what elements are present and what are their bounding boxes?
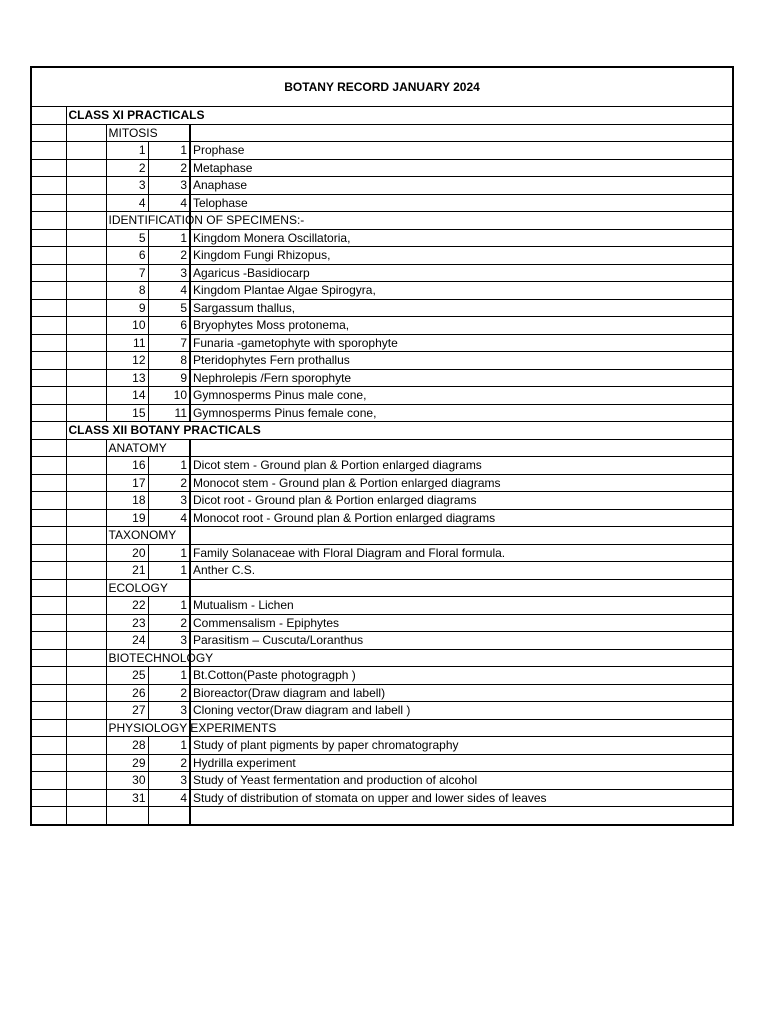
serial-number: 17 <box>106 474 148 492</box>
item-index: 3 <box>148 702 190 720</box>
serial-number: 1 <box>106 142 148 160</box>
group-heading: IDENTIFICATION OF SPECIMENS:- <box>106 212 190 230</box>
table-row <box>32 299 732 317</box>
item-index: 2 <box>148 247 190 265</box>
item-description: Monocot root - Ground plan & Portion enlarged diagrams <box>190 509 732 527</box>
group-heading-row <box>32 439 732 457</box>
item-index: 2 <box>148 159 190 177</box>
item-description: Kingdom Fungi Rhizopus, <box>190 247 732 265</box>
class-heading-row <box>32 107 732 124</box>
group-heading: ANATOMY <box>106 439 190 457</box>
item-index: 1 <box>148 142 190 160</box>
item-description: Anther C.S. <box>190 562 732 580</box>
blank-row <box>32 807 732 824</box>
item-index: 6 <box>148 317 190 335</box>
table-row <box>32 159 732 177</box>
table-row <box>32 509 732 527</box>
item-index: 1 <box>148 737 190 755</box>
item-index: 3 <box>148 772 190 790</box>
item-index: 1 <box>148 229 190 247</box>
table-row <box>32 667 732 685</box>
class-heading-row <box>32 422 732 440</box>
table-row <box>32 789 732 807</box>
item-index: 11 <box>148 404 190 422</box>
table-row <box>32 229 732 247</box>
serial-number: 23 <box>106 614 148 632</box>
table-row <box>32 562 732 580</box>
group-heading: BIOTECHNOLOGY <box>106 649 190 667</box>
item-description: Dicot root - Ground plan & Portion enlarged diagrams <box>190 492 732 510</box>
table-row <box>32 142 732 160</box>
group-heading-row <box>32 649 732 667</box>
serial-number: 24 <box>106 632 148 650</box>
item-index: 4 <box>148 509 190 527</box>
group-heading: MITOSIS <box>106 124 190 142</box>
group-heading-row <box>32 579 732 597</box>
item-index: 2 <box>148 684 190 702</box>
item-index: 1 <box>148 562 190 580</box>
item-description: Bryophytes Moss protonema, <box>190 317 732 335</box>
item-index: 1 <box>148 667 190 685</box>
record-sheet <box>30 66 734 826</box>
item-index: 3 <box>148 632 190 650</box>
group-heading: TAXONOMY <box>106 527 190 545</box>
group-heading-row <box>32 124 732 142</box>
item-index: 5 <box>148 299 190 317</box>
table-row <box>32 282 732 300</box>
serial-number: 15 <box>106 404 148 422</box>
table-row <box>32 632 732 650</box>
table-row <box>32 352 732 370</box>
item-index: 10 <box>148 387 190 405</box>
serial-number: 12 <box>106 352 148 370</box>
item-index: 4 <box>148 789 190 807</box>
item-description: Pteridophytes Fern prothallus <box>190 352 732 370</box>
item-description: Hydrilla experiment <box>190 754 732 772</box>
serial-number: 18 <box>106 492 148 510</box>
item-index: 4 <box>148 282 190 300</box>
item-index: 1 <box>148 544 190 562</box>
table-row <box>32 474 732 492</box>
serial-number: 22 <box>106 597 148 615</box>
table-row <box>32 387 732 405</box>
serial-number: 21 <box>106 562 148 580</box>
item-description: Agaricus -Basidiocarp <box>190 264 732 282</box>
serial-number: 2 <box>106 159 148 177</box>
serial-number: 4 <box>106 194 148 212</box>
table-row <box>32 247 732 265</box>
document-title: BOTANY RECORD JANUARY 2024 <box>32 68 732 107</box>
item-index: 3 <box>148 492 190 510</box>
item-description: Mutualism - Lichen <box>190 597 732 615</box>
item-description: Parasitism – Cuscuta/Loranthus <box>190 632 732 650</box>
item-description: Kingdom Plantae Algae Spirogyra, <box>190 282 732 300</box>
item-description: Metaphase <box>190 159 732 177</box>
serial-number: 14 <box>106 387 148 405</box>
group-heading-row <box>32 719 732 737</box>
item-index: 4 <box>148 194 190 212</box>
record-table <box>32 107 732 824</box>
item-index: 3 <box>148 177 190 195</box>
table-row <box>32 404 732 422</box>
table-row <box>32 684 732 702</box>
group-heading-row <box>32 212 732 230</box>
table-row <box>32 177 732 195</box>
item-index: 3 <box>148 264 190 282</box>
item-description: Study of plant pigments by paper chromatography <box>190 737 732 755</box>
serial-number: 11 <box>106 334 148 352</box>
table-row <box>32 492 732 510</box>
table-row <box>32 264 732 282</box>
item-index: 9 <box>148 369 190 387</box>
serial-number: 30 <box>106 772 148 790</box>
group-heading-row <box>32 527 732 545</box>
item-description: Funaria -gametophyte with sporophyte <box>190 334 732 352</box>
item-description: Cloning vector(Draw diagram and labell ) <box>190 702 732 720</box>
table-row <box>32 614 732 632</box>
group-heading: PHYSIOLOGY EXPERIMENTS <box>106 719 190 737</box>
item-description: Study of Yeast fermentation and production of alcohol <box>190 772 732 790</box>
table-row <box>32 702 732 720</box>
serial-number: 8 <box>106 282 148 300</box>
serial-number: 26 <box>106 684 148 702</box>
serial-number: 7 <box>106 264 148 282</box>
table-row <box>32 369 732 387</box>
table-row <box>32 457 732 475</box>
item-index: 2 <box>148 614 190 632</box>
serial-number: 25 <box>106 667 148 685</box>
item-description: Study of distribution of stomata on upper and lower sides of leaves <box>190 789 732 807</box>
table-row <box>32 334 732 352</box>
item-description: Sargassum thallus, <box>190 299 732 317</box>
item-description: Family Solanaceae with Floral Diagram and Floral formula. <box>190 544 732 562</box>
table-row <box>32 772 732 790</box>
serial-number: 20 <box>106 544 148 562</box>
serial-number: 19 <box>106 509 148 527</box>
item-description: Bt.Cotton(Paste photogragph ) <box>190 667 732 685</box>
item-description: Gymnosperms Pinus female cone, <box>190 404 732 422</box>
serial-number: 6 <box>106 247 148 265</box>
table-row <box>32 597 732 615</box>
serial-number: 27 <box>106 702 148 720</box>
item-index: 7 <box>148 334 190 352</box>
table-row <box>32 194 732 212</box>
serial-number: 31 <box>106 789 148 807</box>
item-index: 2 <box>148 474 190 492</box>
item-index: 1 <box>148 457 190 475</box>
class-heading: CLASS XII BOTANY PRACTICALS <box>66 422 732 440</box>
table-row <box>32 544 732 562</box>
serial-number: 28 <box>106 737 148 755</box>
item-description: Kingdom Monera Oscillatoria, <box>190 229 732 247</box>
item-index: 1 <box>148 597 190 615</box>
item-description: Prophase <box>190 142 732 160</box>
item-description: Commensalism - Epiphytes <box>190 614 732 632</box>
item-index: 8 <box>148 352 190 370</box>
class-heading: CLASS XI PRACTICALS <box>66 107 732 124</box>
item-index: 2 <box>148 754 190 772</box>
serial-number: 29 <box>106 754 148 772</box>
serial-number: 16 <box>106 457 148 475</box>
serial-number: 5 <box>106 229 148 247</box>
item-description: Telophase <box>190 194 732 212</box>
table-row <box>32 737 732 755</box>
group-heading: ECOLOGY <box>106 579 190 597</box>
serial-number: 13 <box>106 369 148 387</box>
item-description: Gymnosperms Pinus male cone, <box>190 387 732 405</box>
item-description: Anaphase <box>190 177 732 195</box>
serial-number: 10 <box>106 317 148 335</box>
serial-number: 3 <box>106 177 148 195</box>
item-description: Bioreactor(Draw diagram and labell) <box>190 684 732 702</box>
item-description: Dicot stem - Ground plan & Portion enlarged diagrams <box>190 457 732 475</box>
table-row <box>32 317 732 335</box>
item-description: Nephrolepis /Fern sporophyte <box>190 369 732 387</box>
serial-number: 9 <box>106 299 148 317</box>
table-row <box>32 754 732 772</box>
item-description: Monocot stem - Ground plan & Portion enlarged diagrams <box>190 474 732 492</box>
